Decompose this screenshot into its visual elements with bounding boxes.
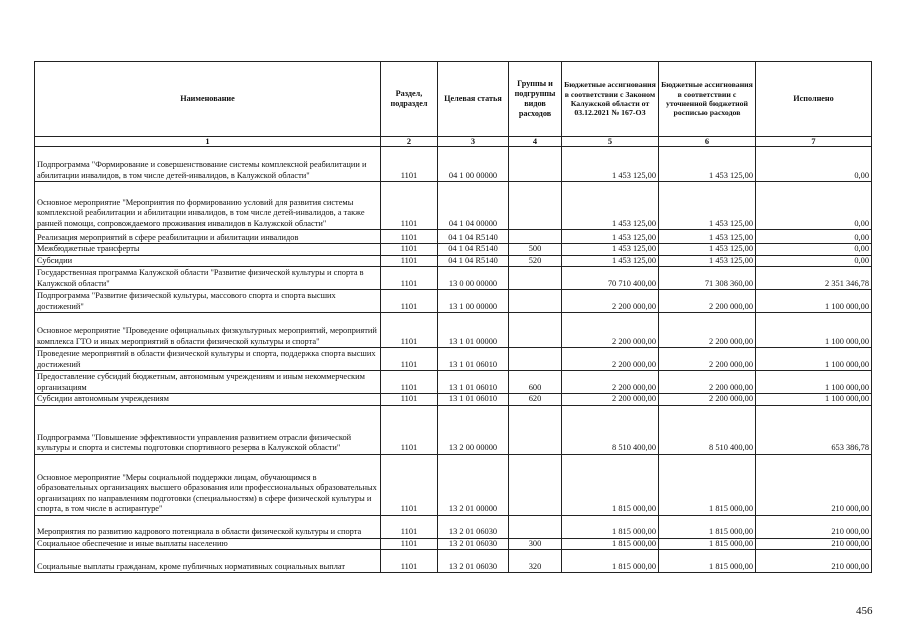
row-article-cell: 04 1 04 R5140 — [438, 244, 509, 256]
row-section-cell: 1101 — [381, 255, 438, 267]
column-number: 6 — [659, 137, 756, 147]
table-row — [35, 313, 872, 348]
row-executed-amount-cell: 1 100 000,00 — [756, 313, 872, 348]
row-group-cell — [509, 267, 562, 290]
row-name-cell: Основное мероприятие "Меры социальной поддержки лицам, обучающимся в образовательных организациях высшего образования или профессиональных образовательных организациях по направлениям подготовки (специальностям) в сфере физической культуры и спорта, в том числе в аспирантуре" — [35, 454, 381, 515]
row-name-cell: Социальное обеспечение и иные выплаты населению — [35, 538, 381, 550]
row-name-cell: Социальные выплаты гражданам, кроме публичных нормативных социальных выплат — [35, 550, 381, 573]
row-section-cell: 1101 — [381, 550, 438, 573]
row-article-cell: 13 2 01 06030 — [438, 515, 509, 538]
row-name-cell: Подпрограмма "Формирование и совершенствование системы комплексной реабилитации и абилитации инвалидов, в том числе детей-инвалидов, в Калужской области" — [35, 147, 381, 182]
row-name-cell: Основное мероприятие "Мероприятия по формированию условий для развития системы комплексной реабилитации и абилитации инвалидов, в том числе детей-инвалидов, а также ранней помощи, сопровождаемого проживания инвалидов в Калужской области" — [35, 182, 381, 230]
row-refined-amount-cell: 1 453 125,00 — [659, 230, 756, 244]
row-name-cell: Подпрограмма "Повышение эффективности управления развитием отрасли физической культуры и спорта и системы подготовки спортивного резерва в Калужской области" — [35, 405, 381, 454]
row-law-amount-cell: 1 453 125,00 — [562, 244, 659, 256]
table-row — [35, 550, 872, 573]
row-law-amount-cell: 2 200 000,00 — [562, 394, 659, 406]
row-law-amount-cell: 1 453 125,00 — [562, 255, 659, 267]
table-row — [35, 182, 872, 230]
table-row — [35, 255, 872, 267]
budget-table — [34, 61, 872, 573]
row-law-amount-cell: 2 200 000,00 — [562, 371, 659, 394]
table-row — [35, 394, 872, 406]
column-number: 7 — [756, 137, 872, 147]
row-name-cell: Государственная программа Калужской области "Развитие физической культуры и спорта в Калужской области" — [35, 267, 381, 290]
row-name-cell: Субсидии — [35, 255, 381, 267]
row-law-amount-cell: 1 815 000,00 — [562, 515, 659, 538]
row-section-cell: 1101 — [381, 371, 438, 394]
header-group: Группы и подгруппы видов расходов — [509, 62, 562, 137]
row-law-amount-cell: 2 200 000,00 — [562, 348, 659, 371]
row-executed-amount-cell: 653 386,78 — [756, 405, 872, 454]
row-executed-amount-cell: 0,00 — [756, 255, 872, 267]
row-executed-amount-cell: 1 100 000,00 — [756, 394, 872, 406]
row-name-cell: Субсидии автономным учреждениям — [35, 394, 381, 406]
row-refined-amount-cell: 2 200 000,00 — [659, 290, 756, 313]
header-refined-allocation: Бюджетные ассигнования в соответствии с уточненной бюджетной росписью расходов — [659, 62, 756, 137]
table-body — [35, 147, 872, 573]
row-section-cell: 1101 — [381, 313, 438, 348]
row-section-cell: 1101 — [381, 348, 438, 371]
column-number: 1 — [35, 137, 381, 147]
header-name: Наименование — [35, 62, 381, 137]
row-name-cell: Межбюджетные трансферты — [35, 244, 381, 256]
row-law-amount-cell: 1 815 000,00 — [562, 454, 659, 515]
table-row — [35, 230, 872, 244]
row-group-cell: 320 — [509, 550, 562, 573]
row-article-cell: 13 2 01 00000 — [438, 454, 509, 515]
row-executed-amount-cell: 0,00 — [756, 230, 872, 244]
column-number: 5 — [562, 137, 659, 147]
row-article-cell: 13 1 00 00000 — [438, 290, 509, 313]
row-article-cell: 04 1 04 R5140 — [438, 255, 509, 267]
row-refined-amount-cell: 1 815 000,00 — [659, 538, 756, 550]
row-section-cell: 1101 — [381, 182, 438, 230]
row-article-cell: 13 1 01 00000 — [438, 313, 509, 348]
row-name-cell: Основное мероприятие "Проведение официальных физкультурных мероприятий, мероприятий комплекса ГТО и иных мероприятий в области физической культуры и спорта" — [35, 313, 381, 348]
table-row — [35, 290, 872, 313]
row-group-cell — [509, 182, 562, 230]
row-executed-amount-cell: 1 100 000,00 — [756, 371, 872, 394]
budget-table-sheet — [34, 61, 871, 573]
table-row — [35, 454, 872, 515]
row-article-cell: 04 1 04 00000 — [438, 182, 509, 230]
row-section-cell: 1101 — [381, 147, 438, 182]
row-group-cell: 600 — [509, 371, 562, 394]
row-refined-amount-cell: 8 510 400,00 — [659, 405, 756, 454]
row-executed-amount-cell: 2 351 346,78 — [756, 267, 872, 290]
row-refined-amount-cell: 2 200 000,00 — [659, 313, 756, 348]
row-article-cell: 13 2 01 06030 — [438, 550, 509, 573]
row-group-cell — [509, 454, 562, 515]
row-executed-amount-cell: 0,00 — [756, 244, 872, 256]
row-refined-amount-cell: 2 200 000,00 — [659, 348, 756, 371]
row-law-amount-cell: 70 710 400,00 — [562, 267, 659, 290]
row-group-cell: 620 — [509, 394, 562, 406]
table-row — [35, 405, 872, 454]
row-law-amount-cell: 8 510 400,00 — [562, 405, 659, 454]
column-number: 2 — [381, 137, 438, 147]
row-group-cell — [509, 290, 562, 313]
row-law-amount-cell: 1 453 125,00 — [562, 182, 659, 230]
table-row — [35, 267, 872, 290]
table-row — [35, 348, 872, 371]
row-law-amount-cell: 1 815 000,00 — [562, 538, 659, 550]
row-refined-amount-cell: 2 200 000,00 — [659, 371, 756, 394]
row-article-cell: 13 2 01 06030 — [438, 538, 509, 550]
row-group-cell — [509, 147, 562, 182]
row-section-cell: 1101 — [381, 244, 438, 256]
table-row — [35, 371, 872, 394]
header-executed: Исполнено — [756, 62, 872, 137]
row-article-cell: 04 1 00 00000 — [438, 147, 509, 182]
page-number: 456 — [856, 605, 873, 617]
row-name-cell: Проведение мероприятий в области физической культуры и спорта, поддержка спорта высших достижений — [35, 348, 381, 371]
row-group-cell: 500 — [509, 244, 562, 256]
row-law-amount-cell: 1 453 125,00 — [562, 147, 659, 182]
row-section-cell: 1101 — [381, 230, 438, 244]
header-section: Раздел, подраздел — [381, 62, 438, 137]
row-article-cell: 13 1 01 06010 — [438, 371, 509, 394]
row-section-cell: 1101 — [381, 454, 438, 515]
column-number: 4 — [509, 137, 562, 147]
row-refined-amount-cell: 1 453 125,00 — [659, 255, 756, 267]
row-group-cell: 520 — [509, 255, 562, 267]
row-refined-amount-cell: 71 308 360,00 — [659, 267, 756, 290]
row-name-cell: Предоставление субсидий бюджетным, автономным учреждениям и иным некоммерческим организациям — [35, 371, 381, 394]
row-section-cell: 1101 — [381, 538, 438, 550]
table-header-row — [35, 62, 872, 137]
row-refined-amount-cell: 2 200 000,00 — [659, 394, 756, 406]
row-article-cell: 13 2 00 00000 — [438, 405, 509, 454]
column-number: 3 — [438, 137, 509, 147]
row-section-cell: 1101 — [381, 267, 438, 290]
row-article-cell: 04 1 04 R5140 — [438, 230, 509, 244]
row-executed-amount-cell: 210 000,00 — [756, 550, 872, 573]
header-article: Целевая статья — [438, 62, 509, 137]
column-number-row — [35, 137, 872, 147]
row-refined-amount-cell: 1 453 125,00 — [659, 147, 756, 182]
row-refined-amount-cell: 1 453 125,00 — [659, 182, 756, 230]
table-row — [35, 515, 872, 538]
table-row — [35, 538, 872, 550]
row-executed-amount-cell: 1 100 000,00 — [756, 348, 872, 371]
row-article-cell: 13 0 00 00000 — [438, 267, 509, 290]
row-executed-amount-cell: 1 100 000,00 — [756, 290, 872, 313]
header-law-allocation: Бюджетные ассигнования в соответствии с Законом Калужской области от 03.12.2021 № 167-ОЗ — [562, 62, 659, 137]
row-group-cell — [509, 230, 562, 244]
row-refined-amount-cell: 1 815 000,00 — [659, 454, 756, 515]
row-article-cell: 13 1 01 06010 — [438, 394, 509, 406]
row-group-cell — [509, 515, 562, 538]
row-group-cell — [509, 348, 562, 371]
row-name-cell: Реализация мероприятий в сфере реабилитации и абилитации инвалидов — [35, 230, 381, 244]
row-law-amount-cell: 2 200 000,00 — [562, 290, 659, 313]
table-row — [35, 147, 872, 182]
row-group-cell — [509, 405, 562, 454]
row-section-cell: 1101 — [381, 394, 438, 406]
row-article-cell: 13 1 01 06010 — [438, 348, 509, 371]
row-refined-amount-cell: 1 815 000,00 — [659, 550, 756, 573]
row-executed-amount-cell: 210 000,00 — [756, 538, 872, 550]
row-executed-amount-cell: 210 000,00 — [756, 454, 872, 515]
row-refined-amount-cell: 1 815 000,00 — [659, 515, 756, 538]
row-group-cell: 300 — [509, 538, 562, 550]
row-law-amount-cell: 2 200 000,00 — [562, 313, 659, 348]
table-row — [35, 244, 872, 256]
row-law-amount-cell: 1 453 125,00 — [562, 230, 659, 244]
row-executed-amount-cell: 0,00 — [756, 147, 872, 182]
row-executed-amount-cell: 210 000,00 — [756, 515, 872, 538]
row-law-amount-cell: 1 815 000,00 — [562, 550, 659, 573]
row-name-cell: Подпрограмма "Развитие физической культуры, массового спорта и спорта высших достижений" — [35, 290, 381, 313]
row-section-cell: 1101 — [381, 290, 438, 313]
row-executed-amount-cell: 0,00 — [756, 182, 872, 230]
row-group-cell — [509, 313, 562, 348]
row-name-cell: Мероприятия по развитию кадрового потенциала в области физической культуры и спорта — [35, 515, 381, 538]
row-section-cell: 1101 — [381, 405, 438, 454]
row-refined-amount-cell: 1 453 125,00 — [659, 244, 756, 256]
row-section-cell: 1101 — [381, 515, 438, 538]
